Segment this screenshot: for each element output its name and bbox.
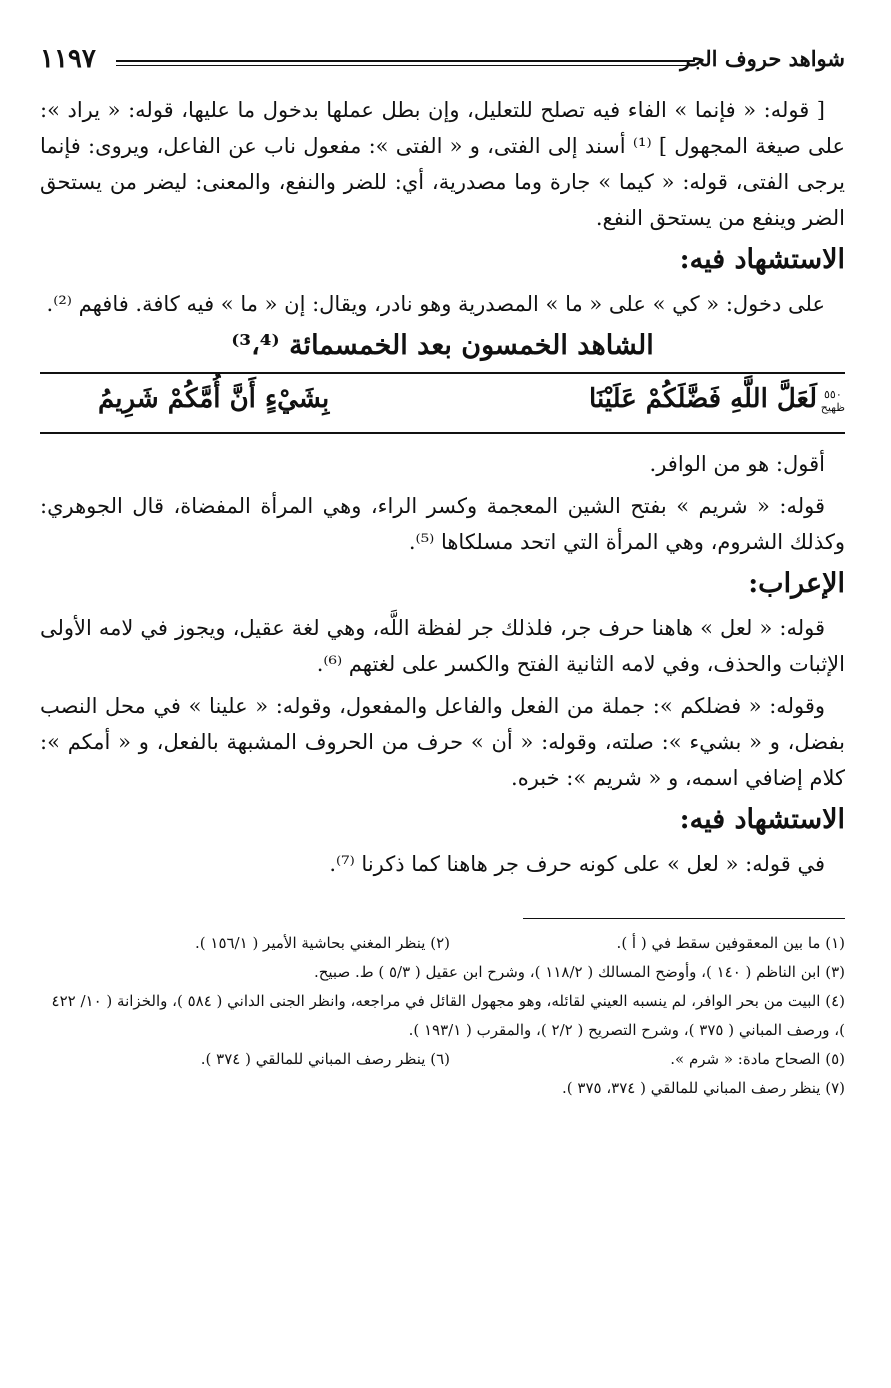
intro-paragraph: [ قوله: « فإنما » الفاء فيه تصلح للتعليل، وإن بطل عملها بدخول ما عليها، قوله: « يراد »: على صيغة المجهول ] ⁽¹⁾ أسند إلى الفتى، و « الفتى »: مفعول ناب عن الفاعل، ويروى: فإنما يرجى الفتى، قوله: « كيما » جارة وما مصدرية، أي: للضر والنفع، والمعنى: ليضر من يستحق الضر وينفع من يستحق النفع. [40,98,845,230]
footnote-row-5 [40,1045,845,1074]
verse-number-badge [821,388,845,414]
section-heading-evidence: الاستشهاد فيه: [679,244,845,275]
footnote-2: (٢) ينظر المغني بحاشية الأمير ( ١٥٦/١ ). [195,934,450,952]
footnote-row-1 [40,929,845,958]
evidence-paragraph: على دخول: « كي » على « ما » المصدرية وهو نادر، ويقال: إن « ما » فيه كافة. فافهم ⁽²⁾. [46,292,825,316]
verse-box [40,372,845,434]
footnote-rule [523,918,845,919]
footnote-1: (١) ما بين المعقوفين سقط في ( أ ). [616,934,845,952]
evidence-paragraph-2: في قوله: « لعل » على كونه حرف جر هاهنا كما ذكرنا ⁽⁷⁾. [329,852,825,876]
page-header [40,40,845,92]
header-rule [116,60,695,62]
footnote-4: (٤) البيت من بحر الوافر، لم ينسبه العيني لقائله، وهو مجهول القائل في مراجعه، وانظر الجنى الداني ( ٥٨٤ )، والخزانة ( ١٠/ ٤٢٢ )، ورصف المباني ( ٣٧٥ )، وشرح التصريح ( ٢/٢ )، والمقرب ( ١٩٣/١ ). [51,992,845,1039]
meter-paragraph: أقول: هو من الوافر. [649,452,825,476]
verse-tag: ظهيح [820,401,845,414]
book-page [40,40,845,1103]
running-title: شواهد حروف الجر [680,46,845,71]
verse-hemistich-2: بِشَيْءٍ أَنَّ أُمَّكُمْ شَرِيمُ [98,384,330,414]
verse-hemistich-1: لَعَلَّ اللَّهِ فَضَّلَكُمْ عَلَيْنَا [589,384,817,414]
footnote-5: (٥) الصحاح مادة: « شرم ». [670,1050,845,1068]
irab-paragraph-1: قوله: « لعل » هاهنا حرف جر، فلذلك جر لفظة اللَّه، وهي لغة عقيل، ويجوز في لامه الأولى الإثبات والحذف، وفي لامه الثانية الفتح والكسر على لغتهم ⁽⁶⁾. [40,616,845,676]
footnote-6: (٦) ينظر رصف المباني للمالقي ( ٣٧٤ ). [200,1050,450,1068]
section-heading-evidence-2: الاستشهاد فيه: [679,804,845,835]
verse-number: ٥٥٠ [824,388,842,401]
section-heading-irab: الإعراب: [748,568,845,599]
page-number: ١١٩٧ [40,44,96,74]
witness-title: الشاهد الخمسون بعد الخمسمائة ⁽³،⁴⁾ [231,330,654,361]
irab-paragraph-2: وقوله: « فضلكم »: جملة من الفعل والفاعل والمفعول، وقوله: « علينا » في محل النصب بفضل، و « بشيء »: صلته، وقوله: « أن » حرف من الحروف المشبهة بالفعل، و « أمكم »: كلام إضافي اسمه، و « شريم »: خبره. [40,694,845,790]
header-rule-thin [116,65,695,66]
footnote-7: (٧) ينظر رصف المباني للمالقي ( ٣٧٤، ٣٧٥ ). [562,1079,845,1097]
footnote-3: (٣) ابن الناظم ( ١٤٠ )، وأوضح المسالك ( ١١٨/٢ )، وشرح ابن عقيل ( ٥/٣ ) ط. صبيح. [313,963,845,981]
sharim-paragraph: قوله: « شريم » بفتح الشين المعجمة وكسر الراء، وهي المرأة المفضاة، قال الجوهري: وكذلك الشروم، وهي المرأة التي اتحد مسلكاها ⁽⁵⁾. [40,494,845,554]
